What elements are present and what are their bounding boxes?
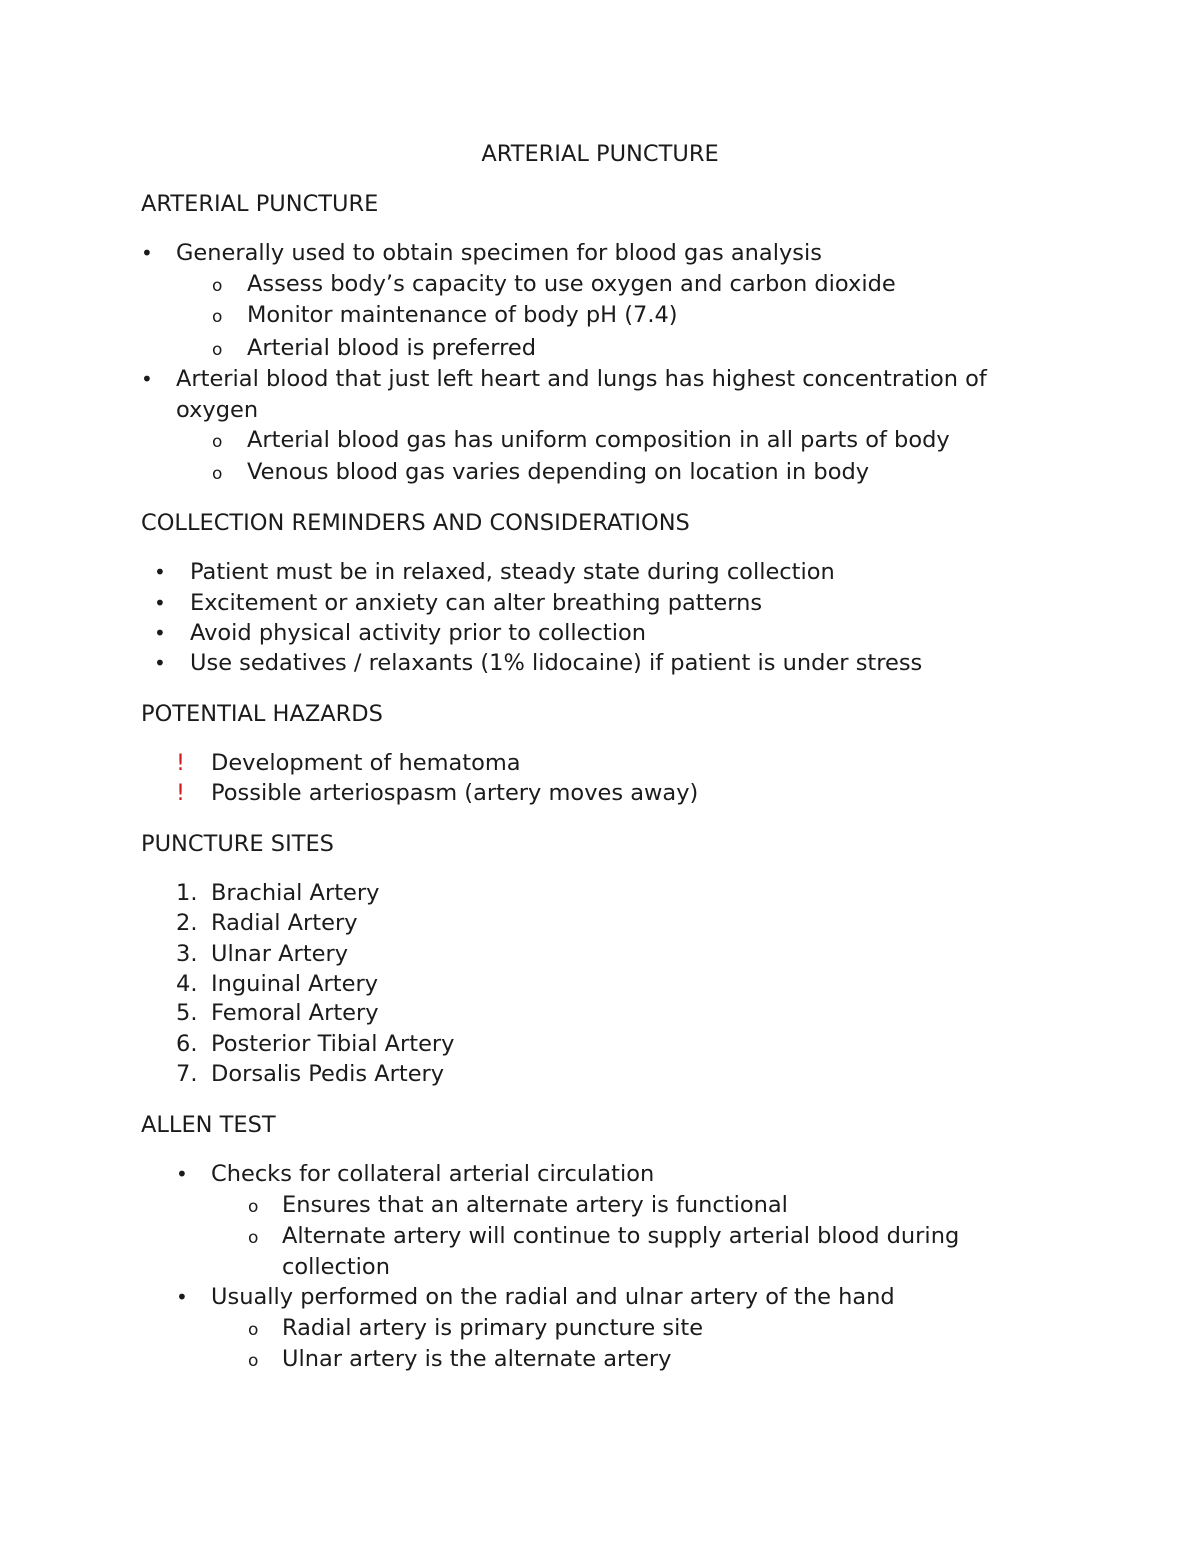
bullet-marker: •	[141, 367, 153, 391]
list-number: 3.	[176, 941, 198, 967]
bullet-marker: •	[154, 651, 166, 675]
sub-list-item: Arterial blood gas has uniform composition in all parts of body	[247, 427, 950, 453]
section-heading-arterial-puncture: ARTERIAL PUNCTURE	[141, 191, 379, 217]
warning-exclamation-icon: !	[176, 750, 186, 776]
list-item: Avoid physical activity prior to collection	[190, 620, 646, 646]
list-item: Generally used to obtain specimen for blood gas analysis	[176, 240, 822, 266]
sub-list-item: Assess body’s capacity to use oxygen and carbon dioxide	[247, 271, 896, 297]
section-heading-collection: COLLECTION REMINDERS AND CONSIDERATIONS	[141, 510, 690, 536]
sub-bullet-marker: o	[212, 340, 223, 360]
sub-bullet-marker: o	[212, 432, 223, 452]
bullet-marker: •	[141, 241, 153, 265]
list-number: 1.	[176, 880, 198, 906]
bullet-marker: •	[154, 560, 166, 584]
sub-bullet-marker: o	[212, 464, 223, 484]
bullet-marker: •	[176, 1285, 188, 1309]
sub-list-item: Alternate artery will continue to supply arterial blood during	[282, 1223, 960, 1249]
sub-bullet-marker: o	[212, 307, 223, 327]
numbered-item: Radial Artery	[211, 910, 358, 936]
list-number: 5.	[176, 1000, 198, 1026]
list-number: 4.	[176, 971, 198, 997]
list-item: Development of hematoma	[211, 750, 521, 776]
list-item: Excitement or anxiety can alter breathing patterns	[190, 590, 763, 616]
bullet-marker: •	[154, 621, 166, 645]
numbered-item: Dorsalis Pedis Artery	[211, 1061, 445, 1087]
list-number: 2.	[176, 910, 198, 936]
sub-bullet-marker: o	[248, 1320, 259, 1340]
list-item: Possible arteriospasm (artery moves away)	[211, 780, 699, 806]
warning-exclamation-icon: !	[176, 780, 186, 806]
list-number: 6.	[176, 1031, 198, 1057]
bullet-marker: •	[176, 1162, 188, 1186]
list-item: Arterial blood that just left heart and lungs has highest concentration of	[176, 366, 987, 392]
sub-bullet-marker: o	[212, 276, 223, 296]
list-item: Patient must be in relaxed, steady state during collection	[190, 559, 835, 585]
bullet-marker: •	[154, 591, 166, 615]
sub-list-item: Monitor maintenance of body pH (7.4)	[247, 302, 678, 328]
page-title: ARTERIAL PUNCTURE	[481, 141, 719, 167]
sub-list-item: Venous blood gas varies depending on location in body	[247, 459, 870, 485]
numbered-item: Inguinal Artery	[211, 971, 379, 997]
list-item: Usually performed on the radial and ulnar artery of the hand	[211, 1284, 895, 1310]
list-item-continuation: oxygen	[176, 397, 259, 423]
numbered-item: Posterior Tibial Artery	[211, 1031, 455, 1057]
numbered-item: Femoral Artery	[211, 1000, 379, 1026]
sub-list-item: Ulnar artery is the alternate artery	[282, 1346, 672, 1372]
section-heading-hazards: POTENTIAL HAZARDS	[141, 701, 383, 727]
sub-bullet-marker: o	[248, 1228, 259, 1248]
numbered-item: Brachial Artery	[211, 880, 380, 906]
numbered-item: Ulnar Artery	[211, 941, 349, 967]
list-item: Checks for collateral arterial circulation	[211, 1161, 655, 1187]
list-item: Use sedatives / relaxants (1% lidocaine) if patient is under stress	[190, 650, 923, 676]
sub-bullet-marker: o	[248, 1197, 259, 1217]
sub-list-item: Radial artery is primary puncture site	[282, 1315, 704, 1341]
list-number: 7.	[176, 1061, 198, 1087]
sub-list-item-continuation: collection	[282, 1254, 390, 1280]
sub-list-item: Arterial blood is preferred	[247, 335, 537, 361]
section-heading-allen-test: ALLEN TEST	[141, 1112, 276, 1138]
sub-list-item: Ensures that an alternate artery is functional	[282, 1192, 788, 1218]
sub-bullet-marker: o	[248, 1351, 259, 1371]
section-heading-puncture-sites: PUNCTURE SITES	[141, 831, 334, 857]
